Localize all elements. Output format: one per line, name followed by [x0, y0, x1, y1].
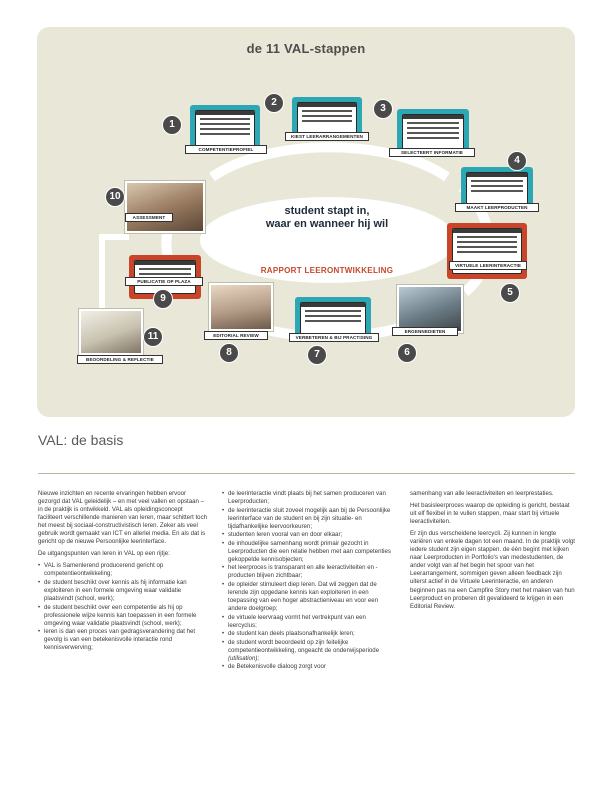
step-11-photo — [79, 309, 143, 355]
step-6-number: 6 — [397, 343, 417, 363]
step-9-number: 9 — [153, 289, 173, 309]
step-1-label: COMPETENTIEPROFIEL — [185, 145, 267, 154]
step-2-number: 2 — [264, 93, 284, 113]
list-item: • de leerinteractie sluit zoveel mogelijk aan bij de Persoonlijke leerinterface van de student en bij zijn situatie- en tijdafhankelijke leervoorkeuren; — [222, 507, 394, 531]
step-11-label: BEOORDELING & REFLECTIE — [77, 355, 163, 364]
list-item: • studenten leren vooral van en door elkaar; — [222, 531, 394, 539]
section-divider — [38, 473, 575, 474]
step-4-label: MAAKT LEERPRODUCTEN — [455, 203, 539, 212]
step-10-label: ASSESSMENT — [125, 213, 173, 222]
step-4-number: 4 — [507, 151, 527, 171]
step-8-number: 8 — [219, 343, 239, 363]
list-item: • de student kan deels plaatsonafhankelijk leren; — [222, 630, 394, 638]
col1-paragraph-1: Nieuwe inzichten en recente ervaringen hebben ervoor gezorgd dat VAL geleidelijk – en met veel vallen en opstaan – in de praktijk is ontwikkeld. VAL als opleidingsconcept faciliteert verschillende manieren van leren, maar schittert toch het meest bij sociaal-constructivistisch leren. Zeker als veel gebruik wordt gemaakt van ICT en allerlei media. En als dat is gericht op de nieuwe Persoonlijke leerinterface. — [38, 490, 208, 546]
col1-list — [38, 562, 208, 652]
step-2-label: KIEST LEERARRANGEMENTEN — [285, 132, 369, 141]
step-7-label: VERBETEREN & BIJ PRACTISING — [289, 333, 379, 342]
step-11-number: 11 — [143, 327, 163, 347]
utilisation-text: (utilisation); — [228, 654, 260, 662]
list-item — [222, 639, 394, 663]
center-text — [237, 205, 417, 231]
list-item: • de student beschikt over kennis als hij informatie kan exploiteren in een formele omgeving waar validatie plaatsvindt (school, werk); — [38, 579, 208, 603]
list-item: • de inhoudelijke samenhang wordt primair gezocht in Leerproducten die een relatie hebben met aan competenties gekoppelde kennisobjecten; — [222, 540, 394, 564]
step-8-label: EDITORIAL REVIEW — [204, 331, 268, 340]
column-1 — [38, 490, 208, 653]
column-3 — [410, 490, 576, 615]
list-item: • de virtuele leervraag vormt het vertrekpunt van een leercyclus; — [222, 614, 394, 630]
list-item: • de Betekenisvolle dialoog zorgt voor — [222, 663, 394, 671]
step-6-label: ERGENNEDIETEN — [392, 327, 458, 336]
col1-paragraph-2: De uitgangspunten van leren in VAL op een rijtje: — [38, 550, 170, 558]
col2-list — [222, 490, 394, 672]
col3-paragraph-2: Het basisleerproces waarop de opleiding is gericht, bestaat uit elf flexibel in te vullen stappen, maar start bij virtuele leeractiviteiten. — [410, 502, 570, 526]
list-item: • de leerinteractie vindt plaats bij het samen produceren van Leerproducten; — [222, 490, 394, 506]
step-7-number: 7 — [307, 345, 327, 365]
center-line-2: waar en wanneer hij wil — [265, 218, 389, 230]
val-steps-diagram — [37, 27, 575, 417]
section-title: VAL: de basis — [38, 432, 124, 448]
step-5-label: VIRTUELE LEERINTERACTIE — [449, 261, 527, 270]
diagram-title: de 11 VAL-stappen — [246, 41, 366, 56]
step-9-label: PUBLICATIE OP PLAZA — [125, 277, 203, 286]
list-item: • leren is dan een proces van gedragsverandering dat het gevolg is van een betekenisvolle interactie rond kennisverwerving; — [38, 628, 208, 652]
step-5-number: 5 — [500, 283, 520, 303]
list-item: • de student beschikt over een competentie als hij op professionele wijze kennis kan toepassen in een formele omgeving waar validatie plaatsvindt (school, werk); — [38, 604, 208, 628]
list-item: • VAL is Samenlerend producerend gericht op competentieontwikkeling; — [38, 562, 208, 578]
step-1-number: 1 — [162, 115, 182, 135]
step-6-photo — [397, 285, 463, 333]
list-item-text: de student wordt beoordeeld op zijn feitelijke competentieontwikkeling, ongeacht de onderwijsperiode — [228, 638, 380, 654]
column-2 — [222, 490, 394, 672]
step-8-photo — [209, 283, 273, 331]
list-item: • het leerproces is transparant en alle leeractiviteiten en -producten blijven zichtbaar; — [222, 564, 394, 580]
step-10-number: 10 — [105, 187, 125, 207]
list-item: • de opleider stimuleert diep leren. Dat wil zeggen dat de lerende zijn opgedane kennis kan exploiteren in een toepassing van een hoger abstractieniveau en voor een andere doelgroep; — [222, 581, 394, 613]
step-5-screenshot — [447, 223, 527, 279]
step-3-label: SELECTEERT INFORMATIE — [389, 148, 475, 157]
col3-paragraph-1: samenhang van alle leeractiviteiten en leerprestaties. — [410, 490, 554, 497]
step-3-number: 3 — [373, 99, 393, 119]
step-10-photo — [125, 181, 205, 233]
col3-paragraph-3: Er zijn dus verscheidene leercycli. Zij kunnen in lengte variëren van enkele dagen tot een maand. In de praktijk volgt iedere student zijn eigen stappen. de één begint met kijken naar Leerproducten in Portfolio's van medestudenten, de ander volgt van af het begin het spoor van het Leerarrangement, sommigen geven alleen feedback zijn uiterst actief in de Virtuele Leerinteractie, en anderen beginnen pas na een Campfire Story met het maken van hun Leerproduct en proberen dit gevalideerd te krijgen in een Editorial Review. — [410, 530, 575, 610]
rapport-leerontwikkeling: RAPPORT LEERONTWIKKELING — [260, 266, 394, 275]
center-line-1: student stapt in, — [284, 205, 370, 217]
